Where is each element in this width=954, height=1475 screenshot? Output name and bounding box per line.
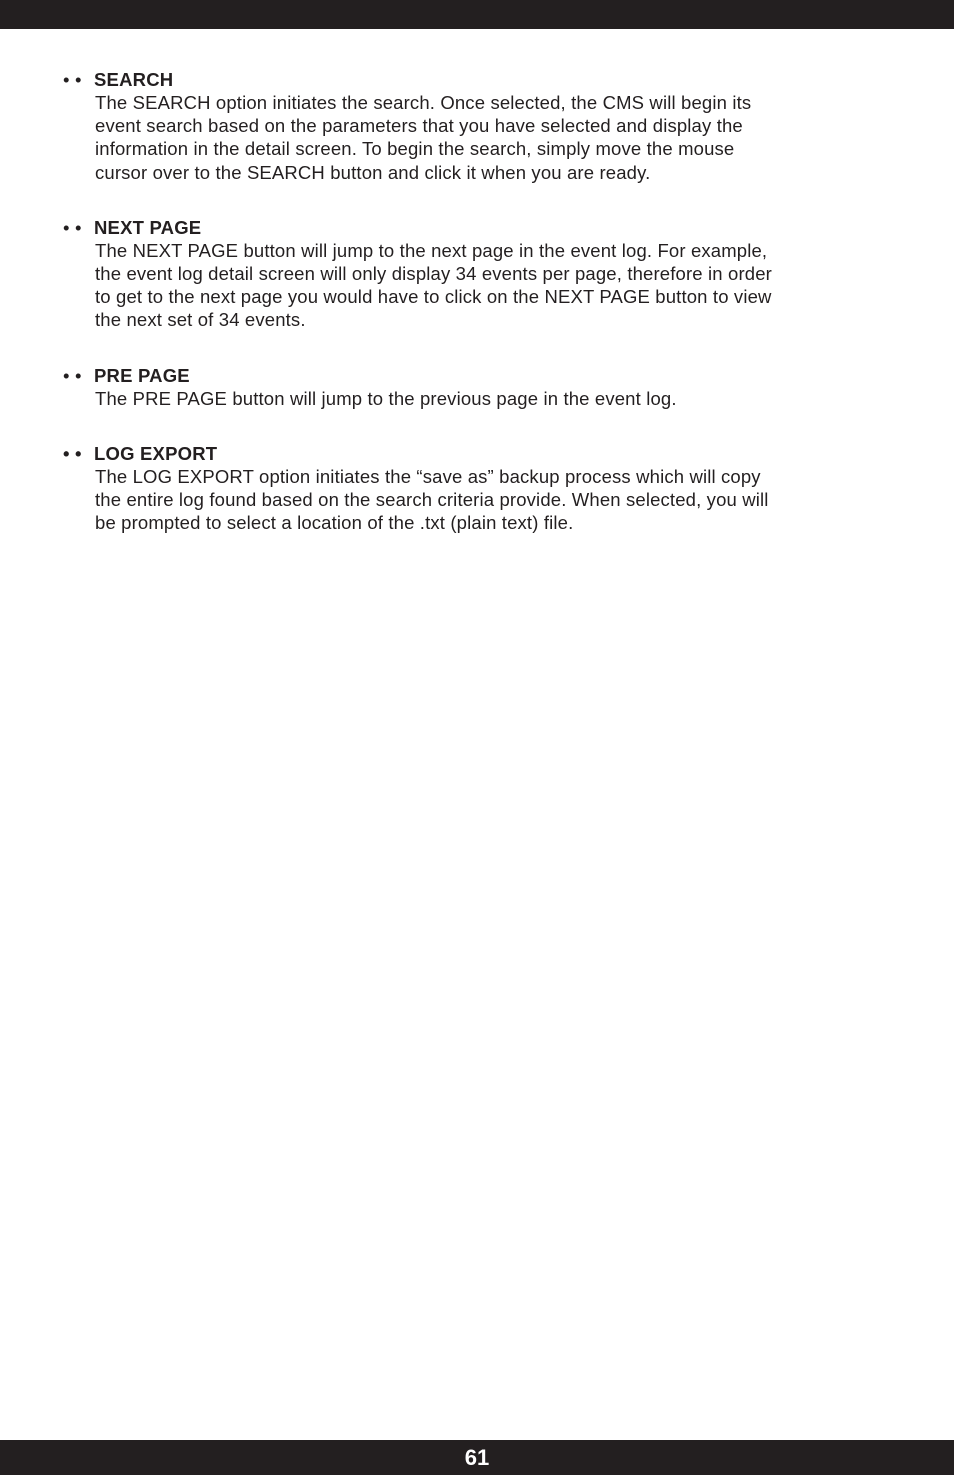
bullet-marks: • • [63,69,82,90]
section-description: The NEXT PAGE button will jump to the next page in the event log. For example, the event log detail screen will only display 34 events per page, therefore in order to get to the next page you would have to click on the NEXT PAGE button to view the next set of 34 events. [95,239,772,331]
header-bar [0,0,954,29]
section-pre-page [63,364,903,410]
section-title: LOG EXPORT [94,442,218,464]
bullet-marks: • • [63,364,82,386]
section-search [63,68,903,184]
bullet-marks: • • [63,442,82,464]
footer-bar [0,1440,954,1475]
section-title: PRE PAGE [94,364,190,386]
bullet-marks: • • [63,216,82,238]
document-content [63,68,903,534]
section-title: NEXT PAGE [94,216,202,238]
section-heading [63,364,903,387]
section-description: The PRE PAGE button will jump to the previous page in the event log. [95,387,677,409]
section-next-page [63,216,903,332]
section-heading [63,216,903,239]
page-number: 61 [464,1445,490,1470]
section-heading [63,68,903,91]
section-heading [63,442,903,465]
section-title: SEARCH [94,69,174,90]
section-description: The SEARCH option initiates the search. Once selected, the CMS will begin its event search based on the parameters that you have selected and display the information in the detail screen. To begin the search, simply move the mouse cursor over to the SEARCH button and click it when you are ready. [95,92,752,183]
section-log-export [63,442,903,535]
section-description: The LOG EXPORT option initiates the “save as” backup process which will copy the entire log found based on the search criteria provide. When selected, you will be prompted to select a location of the .txt (plain text) file. [95,465,769,534]
